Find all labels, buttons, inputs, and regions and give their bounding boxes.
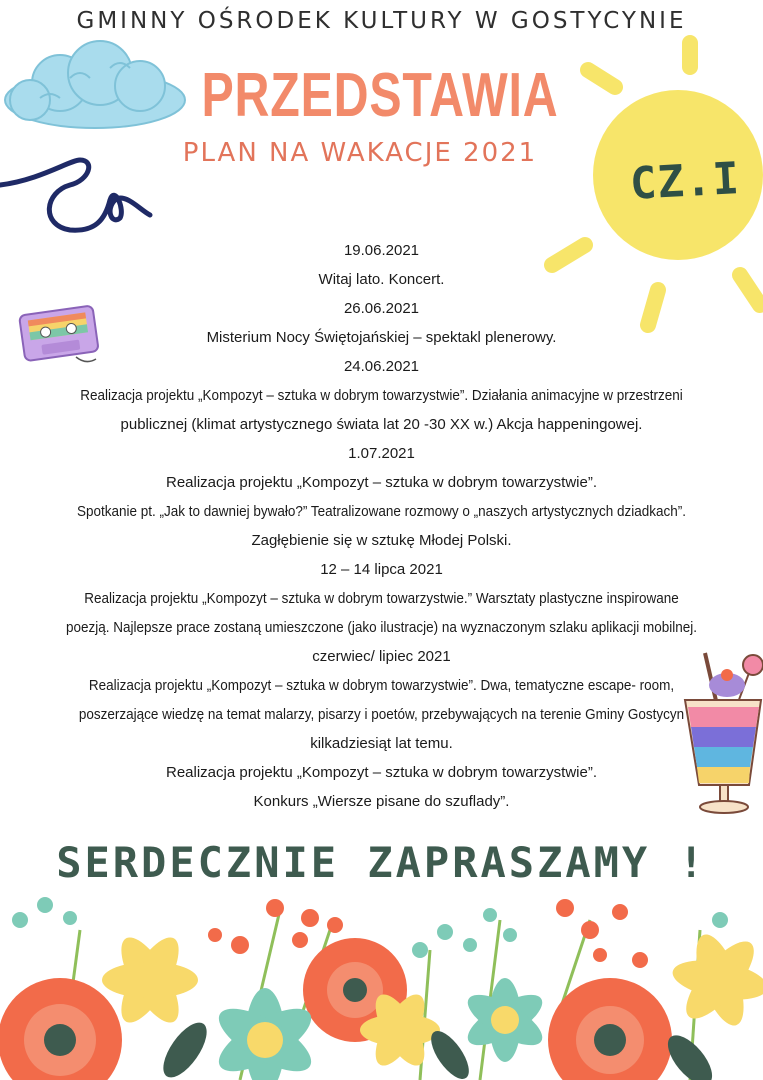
program-line: poezją. Najlepsze prace zostaną umieszczone (jako ilustracje) na wyznaczonym szlaku aplikacji mobilnej. (65, 619, 698, 636)
program-line: Realizacja projektu „Kompozyt – sztuka w dobrym towarzystwie”. (166, 474, 597, 491)
program-line: 19.06.2021 (343, 242, 420, 259)
headline: PRZEDSTAWIA (201, 61, 559, 130)
program-list (30, 236, 733, 816)
program-line: Realizacja projektu „Kompozyt – sztuka w dobrym towarzystwie.” Warsztaty plastyczne inspirowane (84, 590, 679, 607)
program-line: Misterium Nocy Świętojańskiej – spektakl plenerowy. (206, 329, 557, 346)
program-line: Realizacja projektu „Kompozyt – sztuka w dobrym towarzystwie”. Dwa, tematyczne escape- room, (88, 677, 675, 694)
program-line: Realizacja projektu „Kompozyt – sztuka w dobrym towarzystwie”. Działania animacyjne w przestrzeni (80, 387, 683, 404)
program-line: Realizacja projektu „Kompozyt – sztuka w dobrym towarzystwie”. (166, 764, 597, 781)
organization-name: GMINNY OŚRODEK KULTURY W GOSTYCYNIE (76, 8, 687, 34)
flowers-border (0, 890, 763, 1080)
program-line: poszerzające wiedzę na temat malarzy, pisarzy i poetów, przebywających na terenie Gminy Gostycyn (78, 706, 685, 723)
program-line: Zagłębienie się w sztukę Młodej Polski. (251, 532, 512, 549)
program-line: 12 – 14 lipca 2021 (320, 561, 443, 578)
program-line: publicznej (klimat artystycznego świata lat 20 -30 XX w.) Akcja happeningowej. (120, 416, 643, 433)
subtitle: PLAN NA WAKACJE 2021 (182, 138, 538, 168)
program-line: 26.06.2021 (343, 300, 420, 317)
cloud-icon (0, 38, 190, 138)
program-line: 1.07.2021 (348, 445, 415, 462)
closing-invitation: SERDECZNIE ZAPRASZAMY ! (56, 838, 707, 887)
part-label: CZ.I (628, 153, 742, 210)
program-line: 24.06.2021 (343, 358, 420, 375)
program-line: kilkadziesiąt lat temu. (310, 735, 453, 752)
program-line: czerwiec/ lipiec 2021 (312, 648, 451, 665)
program-line: Spotkanie pt. „Jak to dawniej bywało?” Teatralizowane rozmowy o „naszych artystycznych dziadkach”. (76, 503, 687, 520)
program-line: Konkurs „Wiersze pisane do szuflady”. (253, 793, 510, 810)
program-line: Witaj lato. Koncert. (318, 271, 445, 288)
